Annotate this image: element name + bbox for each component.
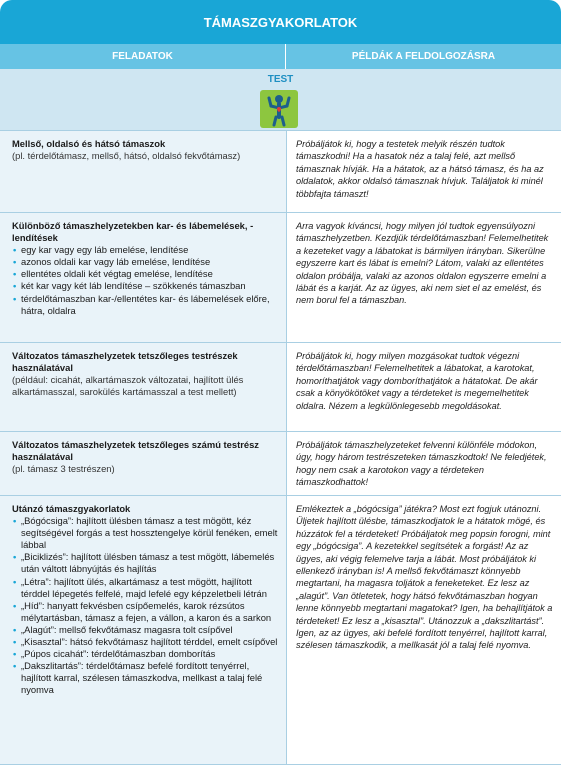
list-item: • „Kisasztal”: hátsó fekvőtámasz hajlított térddel, emelt csípővel — [21, 636, 280, 648]
row-heading: Változatos támaszhelyzetek tetszőleges testrészek használatával — [12, 350, 238, 374]
list-item: • „Híd”: hanyatt fekvésben csípőemelés, karok rézsútos mélytartásban, támasz a fejen, a vállon, a karon és a sarkon — [21, 600, 280, 624]
list-item: • „Biciklizés”: hajlított ülésben támasz a test mögött, lábemelés után váltott lábnyújtás és hajlítás — [21, 551, 280, 575]
row-subtitle: (pl. támasz 3 testrészen) — [12, 463, 115, 475]
row-example: Emlékeztek a „bógócsiga” játékra? Most ezt fogjuk utánozni. Üljetek hajlított ülésbe, támaszkodjatok le a hátatok mögé, és húzzátok fel a térdeteket! Próbáljatok meg popsin forogni, mint egy „bógócsiga”. A kezetekkel segítsétek a forgást! Az az ügyes, aki végig felemelve tarja a lábát. Most próbáljátok ki ellenkező irányban is! A mellső fekvőtámaszt könnyebb megtartani, ha magasra toljátok a feneketeket. Ez lesz az „alagút”. Van ötletetek, hogy hátsó fekvőtámaszban hogyan lenne könnyebb megtartani magatokat? Igen, ha behajlítjátok a térdeteket! Ez lesz a „kisasztal”. Utánozzuk a „dakszlitartást”. Igen, az az ügyes, aki befelé fordított tenyérrel, hajlított karral, szélesen támaszkodik, a mellkasát jól a talaj felé nyomva. — [296, 504, 553, 651]
row-heading: Mellső, oldalsó és hátsó támaszok — [12, 138, 166, 149]
row-heading: Különböző támaszhelyzetekben kar- és lábemelések, -lendítések — [12, 220, 254, 244]
table-row — [0, 213, 561, 343]
row-heading: Utánzó támaszgyakorlatok — [12, 503, 131, 514]
bullet-list — [12, 515, 280, 696]
list-item: • egy kar vagy egy láb emelése, lendítése — [21, 244, 280, 256]
row-example: Próbáljátok ki, hogy a testetek melyik részén tudtok támaszkodni! Ha a hasatok néz a talaj felé, azt mellső támasznak hívják. Ha a hátatok, az a hátsó támasz, és ha az oldalatok, akkor oldalsó támasznak hívjuk. Találjatok ki minél többfajta támaszt! — [296, 139, 544, 199]
row-subtitle: (például: cicahát, alkartámaszok változatai, hajlított ülés alkartámasszal, sarokülés kartámasszal a test mellett) — [12, 374, 244, 398]
body-figure-icon — [260, 90, 298, 128]
test-row — [0, 69, 561, 131]
bullet-list — [12, 244, 280, 317]
list-item: • két kar vagy két láb lendítése – szökkenés támaszban — [21, 280, 280, 292]
column-header-tasks: FELADATOK — [0, 44, 286, 69]
list-item: • azonos oldali kar vagy láb emelése, lendítése — [21, 256, 280, 268]
table-row — [0, 432, 561, 496]
column-header-examples: PÉLDÁK A FELDOLGOZÁSRA — [286, 44, 561, 69]
list-item: • térdelőtámaszban kar-/ellentétes kar- és lábemelések előre, hátra, oldalra — [21, 293, 280, 317]
row-example: Próbáljátok támaszhelyzeteket felvenni különféle módokon, úgy, hogy három testrészeteken támaszkodtok! Ne feledjétek, hogy nem csak a karotokon vagy a térdeteken támaszkodhattok! — [296, 440, 547, 488]
list-item: • „Púpos cicahát”: térdelőtámaszban domborítás — [21, 648, 280, 660]
table-row — [0, 496, 561, 765]
list-item: • „Létra”: hajlított ülés, alkartámasz a test mögött, hajlított térddel lépegetés felfelé, majd lefelé egy képzeletbeli létrán — [21, 576, 280, 600]
row-heading: Változatos támaszhelyzetek tetszőleges számú testrész használatával — [12, 439, 259, 463]
test-label: TEST — [267, 74, 294, 85]
row-example: Arra vagyok kíváncsi, hogy milyen jól tudtok egyensúlyozni támaszhelyzetben. Kezdjük térdelőtámaszban! Felemelhetitek a kezeteket vagy a lábatokat is bármilyen irányban. Sikerülne egyszerre kart és lábat is emelni? Látom, valaki az ellentétes oldalon próbálja, valaki az azonos oldalon egyszerre emelni a lábát és a karját. Az az ügyes, aki nem siet el az emelést, és nem borul fel a támaszban. — [296, 221, 549, 306]
list-item: • ellentétes oldali két végtag emelése, lendítése — [21, 268, 280, 280]
table-row — [0, 131, 561, 213]
list-item: • „Bógócsiga”: hajlított ülésben támasz a test mögött, kéz segítségével forgás a test hossztengelye körül fenéken, emelt lábbal — [21, 515, 280, 551]
table-row — [0, 343, 561, 432]
table-title: TÁMASZGYAKORLATOK — [0, 0, 561, 44]
row-subtitle: (pl. térdelőtámasz, mellső, hátsó, oldalsó fekvőtámasz) — [12, 150, 241, 162]
row-example: Próbáljátok ki, hogy milyen mozgásokat tudtok végezni térdelőtámaszban! Felemelhetitek a lábatokat, a karotokat, homoríthatjátok vagy domboríthatjátok a hátatokat. De akár csak a könyökötöket vagy a térdeteket is megemelhetitek oldalra. Nézem a legkülönlegesebb megoldásokat. — [296, 351, 538, 411]
list-item: • „Alagút”: mellső fekvőtámasz magasra tolt csípővel — [21, 624, 280, 636]
list-item: • „Dakszlitartás”: térdelőtámasz befelé fordított tenyérrel, hajlított karral, szélesen támaszkodva, mellkast a talaj felé nyomva — [21, 660, 280, 696]
